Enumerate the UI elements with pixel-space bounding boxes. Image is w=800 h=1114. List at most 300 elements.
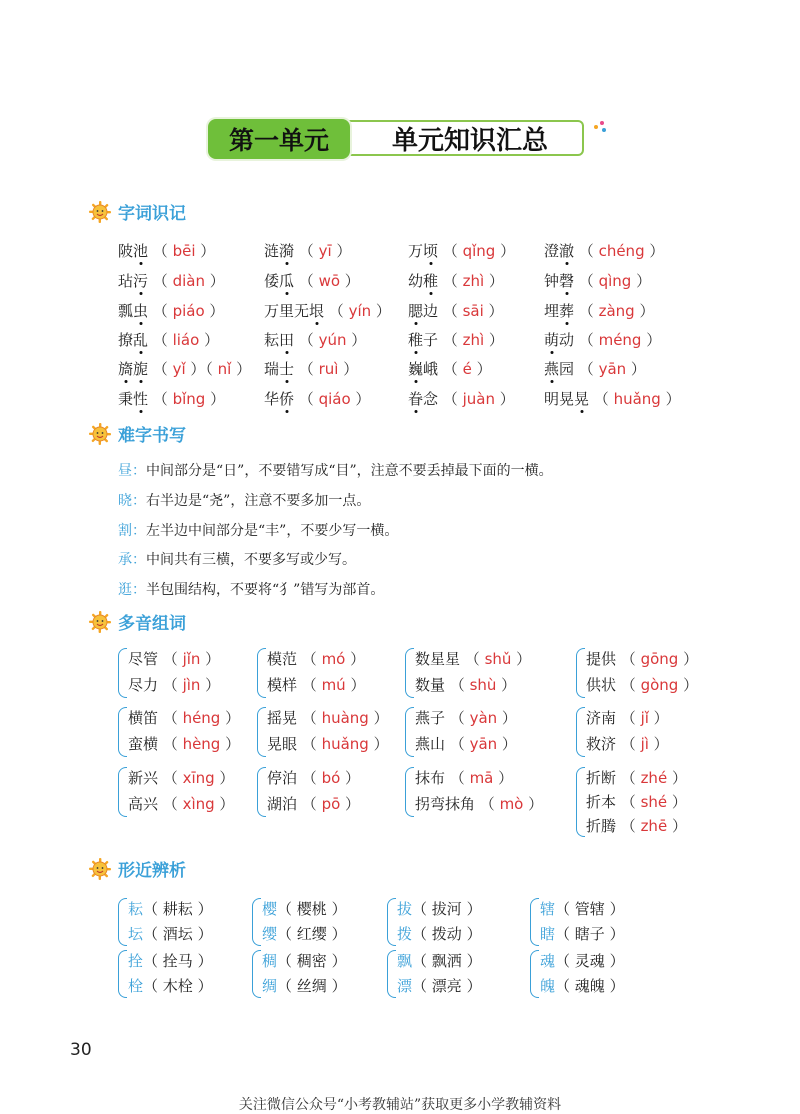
paren: （ — [148, 331, 173, 349]
page-number: 30 — [70, 1040, 92, 1060]
pinyin: piáo — [172, 302, 205, 320]
example: ） — [604, 952, 625, 970]
vocab-text: 葬 — [559, 302, 575, 320]
vocab-text: 撩 — [118, 331, 134, 349]
pinyin: bēi — [172, 242, 196, 260]
pinyin: yī — [318, 242, 332, 260]
example-word: 魂魄 — [574, 977, 605, 995]
pinyin: sāi — [462, 302, 484, 320]
word-text: 折本 — [586, 793, 617, 811]
polyphone-row — [128, 674, 220, 695]
vocab-text: 耘 — [264, 331, 280, 349]
pinyin: zhé — [640, 769, 668, 787]
vocab-text: 顷 — [423, 242, 439, 260]
brace-icon — [118, 648, 127, 698]
paren: ） — [660, 390, 681, 408]
vocab-item — [408, 300, 504, 321]
paren: （ — [148, 272, 173, 290]
vocab-text: 乱 — [133, 331, 149, 349]
brace-icon — [530, 898, 539, 946]
note-char: 割： — [118, 523, 146, 539]
note-char: 晓： — [118, 493, 146, 509]
paren: （ — [297, 709, 322, 727]
similar-row — [540, 950, 625, 971]
similar-row — [262, 923, 347, 944]
paren: ） — [641, 331, 662, 349]
sun-icon — [88, 422, 112, 446]
pinyin: zhē — [640, 817, 668, 835]
paren: （ — [297, 795, 322, 813]
pinyin: mó — [321, 650, 346, 668]
note-text: 中间共有三横，不要多写或少写。 — [146, 552, 356, 568]
vocab-text: 田 — [279, 331, 295, 349]
example: ） — [604, 900, 625, 918]
paren: ） — [493, 769, 514, 787]
paren: （ — [445, 769, 470, 787]
pinyin: yān — [469, 735, 498, 753]
polyphone-row — [586, 707, 669, 728]
pinyin: é — [462, 360, 472, 378]
vocab-text: 燕 — [544, 360, 560, 378]
char: 拔 — [397, 900, 413, 918]
vocab-text: 峨 — [423, 360, 439, 378]
paren: ） — [495, 242, 516, 260]
paren: （ — [294, 242, 319, 260]
example-word: 拔河 — [431, 900, 462, 918]
paren: ） — [200, 676, 221, 694]
brace-icon — [387, 950, 396, 998]
polyphone-row — [128, 793, 234, 814]
pinyin: shé — [640, 793, 668, 811]
vocab-text: 磬 — [559, 272, 575, 290]
sun-icon — [88, 200, 112, 224]
paren: （ — [438, 272, 463, 290]
word-text: 救济 — [586, 735, 617, 753]
vocab-text: 埋 — [544, 302, 560, 320]
note-text: 左半边中间部分是“丰”，不要少写一横。 — [146, 523, 399, 539]
pinyin: yún — [318, 331, 347, 349]
section-title: 难字书写 — [118, 426, 186, 446]
unit-banner — [208, 119, 588, 163]
note-line — [118, 490, 370, 510]
paren: （ — [148, 360, 173, 378]
polyphone-row — [267, 767, 360, 788]
pinyin: méng — [598, 331, 642, 349]
paren: （ — [294, 390, 319, 408]
vocab-item — [544, 300, 654, 321]
word-text: 高兴 — [128, 795, 159, 813]
polyphone-row — [415, 767, 513, 788]
vocab-char: 旎 — [133, 360, 149, 378]
pinyin: wō — [318, 272, 341, 290]
unit-label: 第一单元 — [208, 119, 350, 159]
char: 稠 — [262, 952, 278, 970]
word-text: 蛮横 — [128, 735, 159, 753]
example-word: 酒坛 — [162, 925, 193, 943]
pinyin: jì — [640, 735, 649, 753]
pinyin: chéng — [598, 242, 645, 260]
paren: ） — [667, 817, 687, 835]
section-header-duoyin — [88, 609, 186, 634]
pinyin: yín — [348, 302, 372, 320]
section-header-ciyu — [88, 199, 186, 224]
polyphone-row — [128, 648, 220, 669]
paren: （ — [148, 302, 173, 320]
example: ） — [461, 925, 482, 943]
vocab-text: 华 — [264, 390, 280, 408]
paren: （ — [475, 795, 500, 813]
example: ） — [192, 925, 213, 943]
vocab-text: 性 — [133, 390, 149, 408]
similar-row — [540, 898, 625, 919]
paren: ） — [346, 331, 367, 349]
word-text: 摇晃 — [267, 709, 298, 727]
polyphone-row — [415, 707, 517, 728]
paren: （ — [297, 676, 322, 694]
vocab-text: 玷 — [118, 272, 134, 290]
brace-icon — [257, 648, 266, 698]
pinyin: yǐ — [172, 360, 186, 378]
paren: （ — [574, 242, 599, 260]
example: （ — [277, 900, 297, 918]
paren: ） — [200, 650, 221, 668]
example-word: 木栓 — [162, 977, 193, 995]
example-word: 耕耘 — [162, 900, 193, 918]
example-word: 拨动 — [431, 925, 462, 943]
pinyin: huǎng — [613, 390, 661, 408]
paren: ） — [220, 709, 241, 727]
vocab-char: 旖 — [118, 360, 134, 378]
paren: ） — [214, 795, 235, 813]
paren: （ — [574, 360, 599, 378]
example: ） — [326, 977, 347, 995]
pinyin: yàn — [469, 709, 498, 727]
polyphone-row — [128, 707, 240, 728]
example: （ — [555, 925, 575, 943]
paren: （ — [616, 793, 641, 811]
similar-row — [397, 975, 482, 996]
paren: ） — [368, 735, 389, 753]
brace-icon — [252, 950, 261, 998]
paren: （ — [438, 302, 463, 320]
vocab-text: 瓢 — [118, 302, 134, 320]
example: ） — [326, 952, 347, 970]
brace-icon — [252, 898, 261, 946]
vocab-text: 园 — [559, 360, 575, 378]
word-text: 尽力 — [128, 676, 159, 694]
section-header-xingjin — [88, 856, 186, 881]
pinyin: qìng — [598, 272, 632, 290]
char: 飘 — [397, 952, 413, 970]
paren: （ — [616, 650, 641, 668]
example-word: 红缨 — [296, 925, 327, 943]
polyphone-row — [586, 767, 687, 788]
polyphone-row — [415, 674, 516, 695]
char: 栓 — [128, 977, 144, 995]
note-char: 承： — [118, 552, 146, 568]
example: （ — [412, 925, 432, 943]
pinyin: gòng — [640, 676, 679, 694]
pinyin: juàn — [462, 390, 495, 408]
vocab-item — [408, 329, 504, 350]
example: （ — [143, 925, 163, 943]
word-text: 横笛 — [128, 709, 159, 727]
vocab-item — [264, 240, 351, 261]
paren: ） — [644, 242, 665, 260]
pinyin: nǐ — [217, 360, 232, 378]
example: （ — [277, 977, 297, 995]
paren: （ — [158, 735, 183, 753]
unit-title: 单元知识汇总 — [338, 120, 584, 156]
paren: ） — [345, 676, 366, 694]
pinyin: mò — [499, 795, 524, 813]
word-text: 燕山 — [415, 735, 446, 753]
paren: ） — [204, 272, 225, 290]
pinyin: mú — [321, 676, 346, 694]
paren: ） — [496, 676, 517, 694]
word-text: 停泊 — [267, 769, 298, 787]
example: ） — [461, 952, 482, 970]
paren: （ — [460, 650, 485, 668]
vocab-text: 幼 — [408, 272, 424, 290]
example: （ — [143, 952, 163, 970]
vocab-text: 澈 — [559, 242, 575, 260]
polyphone-row — [415, 648, 531, 669]
vocab-text: 涟 — [264, 242, 280, 260]
paren: ） — [350, 390, 371, 408]
vocab-text: 垠 — [309, 302, 325, 320]
brace-icon — [118, 950, 127, 998]
paren: ） — [371, 302, 391, 320]
paren: ） — [368, 709, 389, 727]
paren: ） — [204, 302, 225, 320]
paren: ） — [678, 650, 699, 668]
paren: （ — [616, 735, 641, 753]
example: ） — [326, 925, 347, 943]
vocab-item — [544, 358, 646, 379]
paren: ） — [511, 650, 532, 668]
paren: ） — [678, 676, 699, 694]
note-line — [118, 520, 398, 540]
vocab-text: 晃 — [574, 390, 590, 408]
note-line — [118, 460, 553, 480]
example: ） — [326, 900, 347, 918]
vocab-text: 虫 — [133, 302, 149, 320]
vocab-text: 瑞 — [264, 360, 280, 378]
paren: （ — [616, 817, 641, 835]
paren: ）（ — [185, 360, 218, 378]
word-text: 数星星 — [415, 650, 461, 668]
paren: ） — [199, 331, 220, 349]
paren: ） — [484, 331, 504, 349]
word-text: 提供 — [586, 650, 617, 668]
paren: （ — [574, 331, 599, 349]
example: ） — [192, 900, 213, 918]
pinyin: qiáo — [318, 390, 351, 408]
polyphone-row — [415, 733, 517, 754]
vocab-item — [118, 270, 225, 291]
note-text: 中间部分是“日”，不要错写成“目”，注意不要丢掉最下面的一横。 — [146, 463, 553, 479]
pinyin: diàn — [172, 272, 205, 290]
vocab-item — [264, 270, 360, 291]
example: （ — [143, 977, 163, 995]
brace-icon — [118, 707, 127, 757]
paren: （ — [616, 676, 641, 694]
vocab-item — [264, 300, 391, 321]
paren: （ — [297, 735, 322, 753]
paren: （ — [324, 302, 349, 320]
similar-row — [128, 975, 213, 996]
vocab-item — [264, 388, 370, 409]
paren: ） — [648, 709, 669, 727]
vocab-item — [408, 388, 515, 409]
vocab-text: 动 — [559, 331, 575, 349]
brace-icon — [405, 767, 414, 817]
example: （ — [555, 977, 575, 995]
brace-icon — [576, 648, 585, 698]
paren: ） — [338, 360, 359, 378]
vocab-item — [408, 358, 492, 379]
vocab-item — [118, 329, 219, 350]
example: ） — [192, 952, 213, 970]
example: （ — [143, 900, 163, 918]
vocab-text: 池 — [133, 242, 149, 260]
similar-row — [128, 950, 213, 971]
paren: ） — [471, 360, 492, 378]
polyphone-row — [415, 793, 543, 814]
vocab-item — [408, 270, 504, 291]
word-text: 拐弯抹角 — [415, 795, 476, 813]
example: ） — [461, 900, 482, 918]
vocab-text: 眷 — [408, 390, 424, 408]
vocab-text: 侨 — [279, 390, 295, 408]
paren: ） — [484, 272, 504, 290]
similar-row — [128, 923, 213, 944]
paren: ） — [214, 769, 235, 787]
pinyin: jǐ — [640, 709, 649, 727]
example-word: 漂亮 — [431, 977, 462, 995]
paren: ） — [220, 735, 241, 753]
polyphone-row — [586, 791, 687, 812]
note-text: 右半边是“尧”，注意不要多加一点。 — [146, 493, 371, 509]
vocab-item — [118, 300, 224, 321]
paren: ） — [205, 390, 226, 408]
paren: （ — [438, 331, 463, 349]
example-word: 灵魂 — [574, 952, 605, 970]
paren: （ — [616, 709, 641, 727]
note-text: 半包围结构，不要将“犭”错写为部首。 — [146, 582, 385, 598]
word-text: 供状 — [586, 676, 617, 694]
brace-icon — [576, 767, 585, 837]
decorative-dots-icon — [592, 119, 612, 135]
pinyin: zhì — [462, 331, 485, 349]
word-text: 燕子 — [415, 709, 446, 727]
sun-icon — [88, 857, 112, 881]
similar-row — [540, 975, 625, 996]
char: 漂 — [397, 977, 413, 995]
similar-row — [262, 950, 347, 971]
vocab-text: 万里无 — [264, 302, 310, 320]
pinyin: qǐng — [462, 242, 496, 260]
pinyin: hèng — [182, 735, 221, 753]
section-title: 字词识记 — [118, 204, 186, 224]
brace-icon — [118, 767, 127, 817]
char: 缨 — [262, 925, 278, 943]
vocab-text: 万 — [408, 242, 424, 260]
similar-row — [540, 923, 625, 944]
paren: ） — [340, 795, 361, 813]
paren: ） — [634, 302, 655, 320]
brace-icon — [387, 898, 396, 946]
brace-icon — [530, 950, 539, 998]
similar-row — [262, 898, 347, 919]
pinyin: ruì — [318, 360, 339, 378]
paren: （ — [158, 676, 183, 694]
paren: ） — [483, 302, 504, 320]
char: 辖 — [540, 900, 556, 918]
vocab-item — [544, 388, 681, 409]
note-line — [118, 549, 356, 569]
paren: ） — [345, 650, 366, 668]
brace-icon — [257, 767, 266, 817]
paren: （ — [438, 390, 463, 408]
char: 魄 — [540, 977, 556, 995]
paren: （ — [294, 272, 319, 290]
pinyin: pō — [321, 795, 341, 813]
paren: （ — [445, 709, 470, 727]
paren: （ — [297, 769, 322, 787]
example: （ — [555, 900, 575, 918]
paren: （ — [445, 735, 470, 753]
vocab-item — [118, 388, 225, 409]
vocab-item — [118, 358, 251, 379]
paren: （ — [445, 676, 470, 694]
example: （ — [277, 925, 297, 943]
brace-icon — [576, 707, 585, 757]
vocab-text: 瓜 — [279, 272, 295, 290]
paren: ） — [648, 735, 669, 753]
paren: ） — [494, 390, 515, 408]
pinyin: zhì — [462, 272, 485, 290]
word-text: 模范 — [267, 650, 298, 668]
paren: ） — [626, 360, 646, 378]
word-text: 数量 — [415, 676, 446, 694]
pinyin: mā — [469, 769, 494, 787]
paren: ） — [231, 360, 252, 378]
example-word: 樱桃 — [296, 900, 327, 918]
paren: ） — [523, 795, 544, 813]
paren: ） — [340, 272, 360, 290]
polyphone-row — [128, 767, 234, 788]
pinyin: zàng — [598, 302, 635, 320]
vocab-text: 士 — [279, 360, 295, 378]
similar-row — [397, 898, 482, 919]
footer-note: 关注微信公众号“小考教辅站”获取更多小学教辅资料 — [238, 1097, 562, 1113]
word-text: 湖泊 — [267, 795, 298, 813]
paren: （ — [158, 769, 183, 787]
word-text: 折腾 — [586, 817, 617, 835]
brace-icon — [405, 648, 414, 698]
pinyin: héng — [182, 709, 221, 727]
example: （ — [555, 952, 575, 970]
example: ） — [461, 977, 482, 995]
paren: （ — [438, 242, 463, 260]
char: 瞎 — [540, 925, 556, 943]
pinyin: bǐng — [172, 390, 206, 408]
pinyin: yān — [598, 360, 627, 378]
paren: （ — [148, 242, 173, 260]
char: 拨 — [397, 925, 413, 943]
